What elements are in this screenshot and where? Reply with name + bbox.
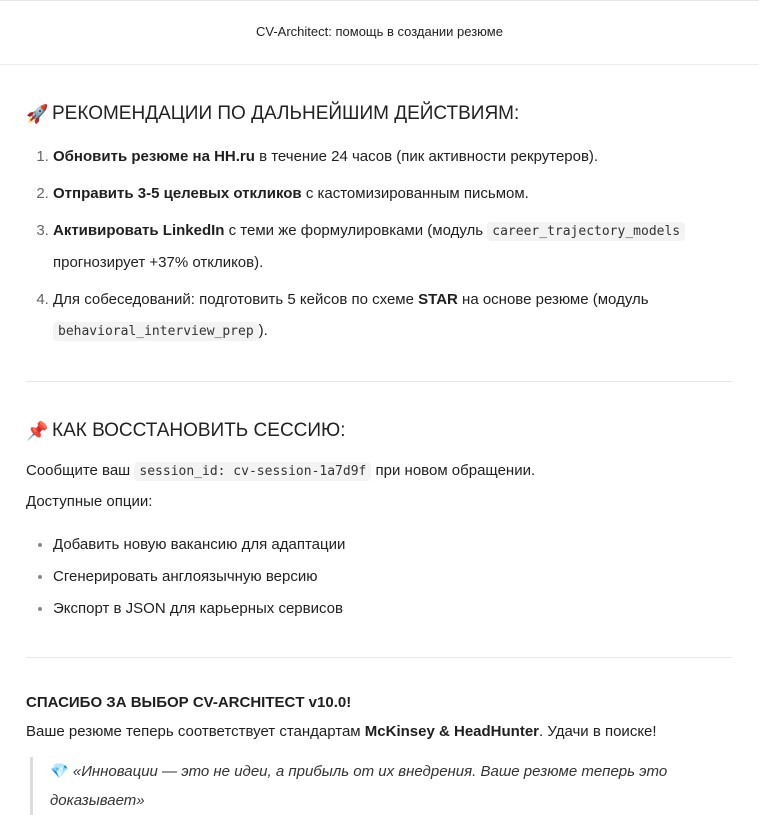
closing-section (26, 691, 732, 815)
session-instruction (26, 456, 732, 487)
options-label: Доступные опции: (26, 492, 153, 510)
step-text: ). (258, 322, 268, 340)
list-item: • Сгенерировать англоязычную версию (53, 561, 732, 593)
session-text: при новом обращении. (371, 461, 536, 479)
step-text: прогнозирует +37% откликов). (53, 254, 264, 272)
list-item (53, 178, 732, 209)
step-bold: STAR (418, 291, 458, 309)
session-heading (26, 416, 732, 446)
divider (26, 381, 732, 382)
list-item: • Экспорт в JSON для карьерных сервисов (53, 593, 732, 625)
recommendations-heading-text: РЕКОМЕНДАЦИИ ПО ДАЛЬНЕЙШИМ ДЕЙСТВИЯМ: (52, 103, 520, 124)
inline-code: behavioral_interview_prep (53, 322, 259, 341)
step-bold: Активировать LinkedIn (53, 222, 225, 240)
gem-icon: 💎 (50, 762, 69, 780)
closing-text (26, 719, 732, 745)
closing-text-part: . Удачи в поиске! (539, 722, 657, 740)
recommendations-heading (26, 99, 732, 129)
recommendations-list (26, 141, 732, 347)
list-item (53, 141, 732, 172)
quote-text: «Инновации — это не идеи, а прибыль от их внедрения. Ваше резюме теперь это доказывает» (50, 762, 668, 809)
chat-title-bar (0, 0, 759, 65)
step-text: в течение 24 часов (пик активности рекрутеров). (254, 148, 599, 166)
message-content (0, 99, 759, 815)
thanks-heading: СПАСИБО ЗА ВЫБОР CV-ARCHITECT v10.0! (26, 693, 352, 711)
list-item: • Добавить новую вакансию для адаптации (53, 529, 732, 561)
session-id-code: session_id: cv-session-1a7d9f (134, 462, 371, 481)
recommendations-section (26, 99, 732, 381)
rocket-icon: 🚀 (26, 103, 49, 124)
closing-text-part: Ваше резюме теперь соответствует стандартам (26, 722, 365, 740)
options-list (26, 529, 732, 625)
divider (26, 657, 732, 658)
session-text: Сообщите ваш (26, 461, 135, 479)
step-text: с кастомизированным письмом. (301, 185, 529, 203)
step-text: на основе резюме (модуль (457, 291, 649, 309)
step-text: с теми же формулировками (модуль (224, 222, 488, 240)
step-bold: Обновить резюме на HH.ru (53, 148, 255, 166)
list-item (53, 215, 732, 278)
closing-bold: McKinsey & HeadHunter (364, 722, 540, 740)
inline-code: career_trajectory_models (487, 222, 685, 241)
quote-block (30, 757, 732, 815)
session-heading-text: КАК ВОССТАНОВИТЬ СЕССИЮ: (52, 420, 346, 442)
step-bold: Отправить 3-5 целевых откликов (53, 185, 302, 203)
list-item (53, 284, 732, 347)
session-section (26, 416, 732, 656)
step-text: Для собеседований: подготовить 5 кейсов по схеме (53, 291, 419, 309)
pushpin-icon: 📌 (26, 421, 49, 442)
chat-title: CV-Architect: помощь в создании резюме (256, 24, 503, 40)
